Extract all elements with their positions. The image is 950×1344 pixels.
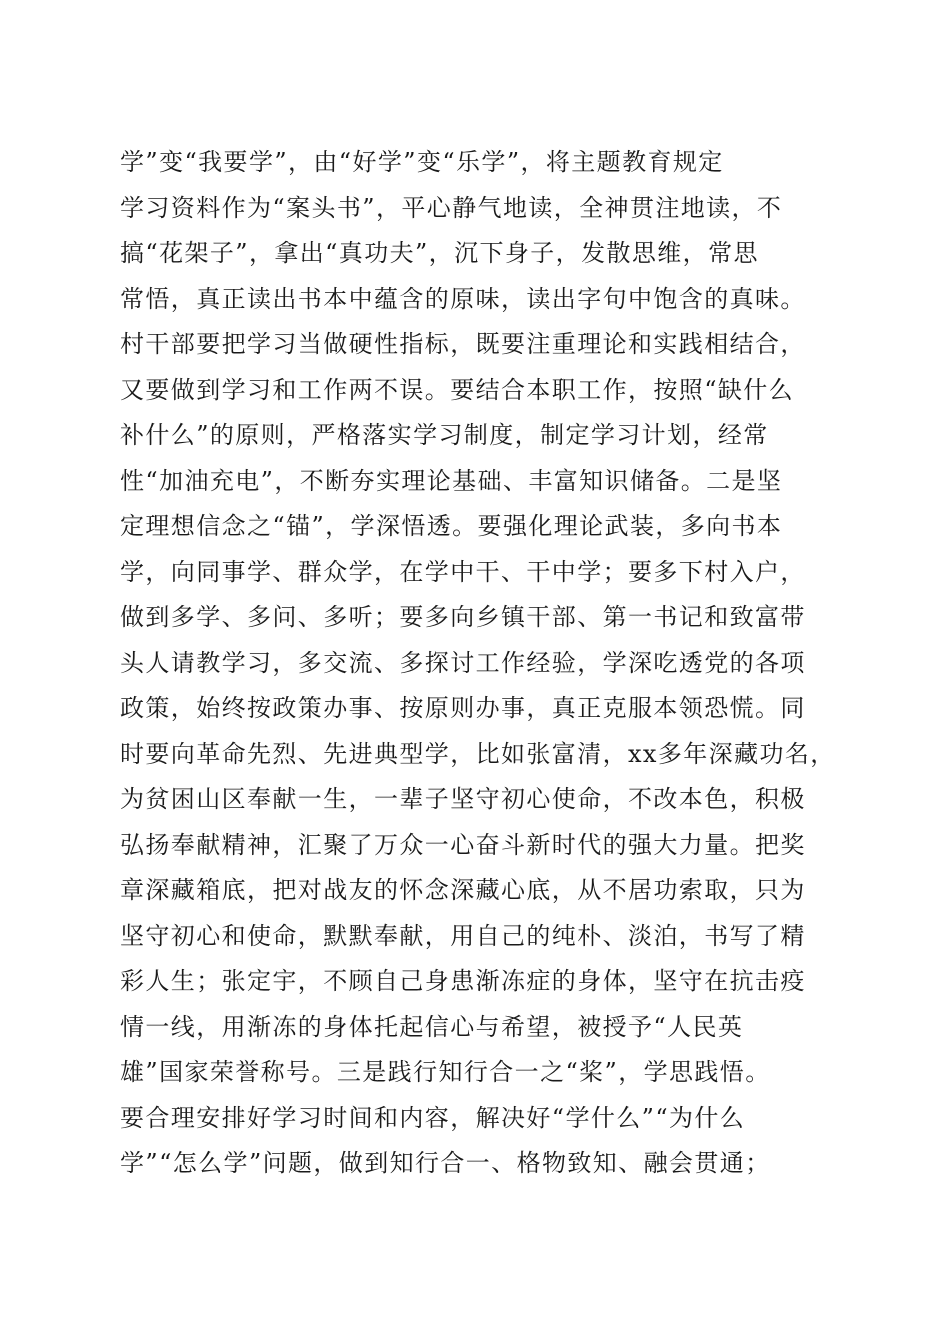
text-line-4: 常悟，真正读出书本中蕴含的原味，读出字句中饱含的真味。 bbox=[120, 284, 806, 313]
text-line-21: 雄”国家荣誉称号。三是践行知行合一之“桨”，学思践悟。 bbox=[120, 1058, 771, 1086]
text-line-20: 情一线，用渐冻的身体托起信心与希望，被授予“人民英 bbox=[120, 1012, 744, 1041]
text-line-12: 头人请教学习，多交流、多探讨工作经验，学深吃透党的各项 bbox=[120, 648, 806, 677]
text-line-8: 性“加油充电”，不断夯实理论基础、丰富知识储备。二是坚 bbox=[120, 466, 783, 495]
text-line-10: 学，向同事学、群众学，在学中干、干中学；要多下村入户， bbox=[120, 557, 806, 586]
text-line-9: 定理想信念之“锚”，学深悟透。要强化理论武装，多向书本 bbox=[120, 512, 783, 540]
text-line-23: 学”“怎么学”问题，做到知行合一、格物致知、融会贯通； bbox=[120, 1149, 771, 1177]
text-line-15: 为贫困山区奉献一生，一辈子坚守初心使命，不改本色，积极 bbox=[120, 785, 806, 813]
text-line-19: 彩人生；张定宇，不顾自己身患渐冻症的身体，坚守在抗击疫 bbox=[120, 967, 806, 995]
text-line-2: 学习资料作为“案头书”，平心静气地读，全神贯注地读，不 bbox=[120, 193, 783, 222]
text-line-11: 做到多学、多问、多听；要多向乡镇干部、第一书记和致富带 bbox=[120, 603, 806, 631]
text-line-13: 政策，始终按政策办事、按原则办事，真正克服本领恐慌。同 bbox=[120, 694, 806, 722]
text-line-16: 弘扬奉献精神，汇聚了万众一心奋斗新时代的强大力量。把奖 bbox=[120, 830, 806, 859]
text-line-3: 搞“花架子”，拿出“真功夫”，沉下身子，发散思维，常思 bbox=[120, 239, 759, 267]
text-line-5: 村干部要把学习当做硬性指标，既要注重理论和实践相结合， bbox=[120, 330, 806, 358]
text-line-1: 学”变“我要学”，由“好学”变“乐学”，将主题教育规定 bbox=[120, 148, 724, 176]
text-line-17: 章深藏箱底，把对战友的怀念深藏心底，从不居功索取，只为 bbox=[120, 876, 806, 904]
text-line-6: 又要做到学习和工作两不误。要结合本职工作，按照“缺什么 bbox=[120, 375, 795, 404]
text-line-14: 时要向革命先烈、先进典型学，比如张富清，xx多年深藏功名， bbox=[120, 739, 836, 768]
text-line-7: 补什么”的原则，严格落实学习制度，制定学习计划，经常 bbox=[120, 421, 769, 449]
body-paragraph bbox=[120, 140, 840, 1187]
text-line-22: 要合理安排好学习时间和内容，解决好“学什么”“为什么 bbox=[120, 1103, 746, 1132]
text-line-18: 坚守初心和使命，默默奉献，用自己的纯朴、淡泊，书写了精 bbox=[120, 921, 806, 950]
